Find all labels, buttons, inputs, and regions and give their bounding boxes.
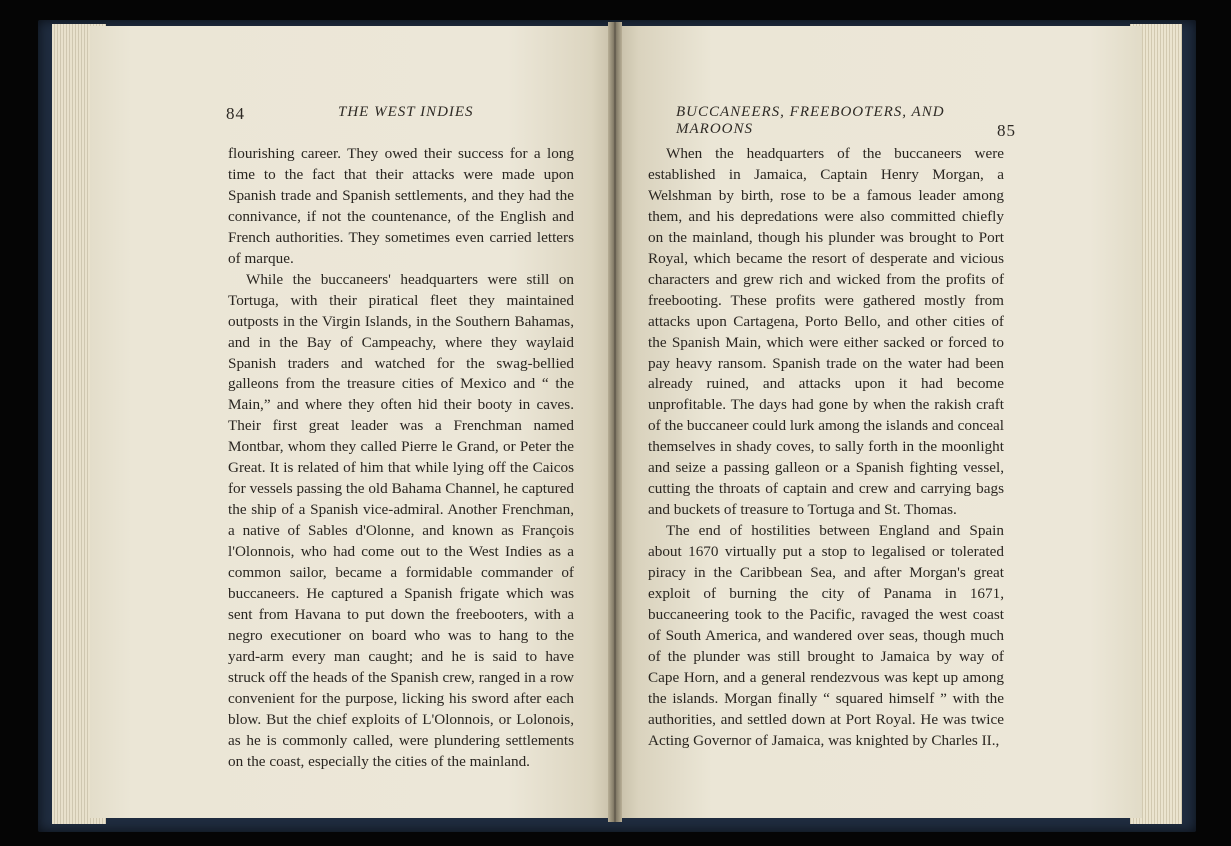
paragraph: When the headquarters of the buccaneers were established in Jamaica, Captain Henry Morgan, a Welshman by birth, rose to be a famous leader among them, and his depredations were also committed chiefly on the mainland, though his plunder was brought to Port Royal, which became the resort of desperate and vicious characters and grew rich and wicked from the profits of freebooting. These profits were gathered mostly from attacks upon Cartagena, Porto Bello, and other cities of the Spanish Main, which were either sacked or forced to pay heavy ransom. Spanish trade on the water had been already ruined, and attacks upon it had become unprofitable. The days had gone by when the rakish craft of the buccaneer could lurk among the islands and conceal themselves in shady coves, to sally forth in the moonlight and seize a passing galleon or a Spanish fighting vessel, cutting the throats of captain and crew and carrying bags and buckets of treasure to Tortuga and St. Thomas. [648,145,1004,519]
left-running-title: THE WEST INDIES [338,104,474,120]
left-page [90,26,612,818]
right-page [618,26,1142,818]
left-page-number: 84 [226,104,245,123]
paragraph: flourishing career. They owed their success for a long time to the fact that their attacks were made upon Spanish trade and Spanish settlements, and they had the connivance, if not the countenance, of the English and French authorities. They sometimes even carried letters of marque. [228,145,574,267]
left-body-text [228,144,574,773]
right-page-number: 85 [997,121,1016,140]
paragraph: While the buccaneers' headquarters were still on Tortuga, with their piratical fleet they maintained outposts in the Virgin Islands, in the Southern Bahamas, and in the Bay of Campeachy, where they waylaid Spanish traders and watched for the swag-bellied galleons from the treasure cities of Mexico and “ the Main,” and where they often hid their booty in caves. Their first great leader was a Frenchman named Montbar, whom they called Pierre le Grand, or Peter the Great. It is related of him that while lying off the Caicos for vessels passing the old Bahama Channel, he captured the ship of a Spanish vice-admiral. Another Frenchman, a native of Sables d'Olonne, and known as François l'Olonnois, who had come out to the West Indies as a common sailor, became a formidable commander of buccaneers. He captured a Spanish frigate which was sent from Havana to put down the freebooters, with a negro executioner on board who was to hang to the yard-arm every man caught; and he is said to have struck off the heads of the Spanish crew, ranged in a row convenient for the purpose, licking his sword after each blow. But the chief exploits of L'Olonnois, or Lolonois, as he is commonly called, were plundering settlements on the coast, especially the cities of the mainland. [228,270,574,770]
paragraph: The end of hostilities between England and Spain about 1670 virtually put a stop to legalised or tolerated piracy in the Caribbean Sea, and after Morgan's great exploit of burning the city of Panama in 1671, buccaneering took to the Pacific, ravaged the west coast of South America, and wandered over seas, though much of the plunder was still brought to Jamaica by way of Cape Horn, and a general rendezvous was kept up among the islands. Morgan finally “ squared himself ” with the authorities, and settled down at Port Royal. He was twice Acting Governor of Jamaica, was knighted by Charles II., [648,522,1004,749]
left-running-head [226,104,576,126]
right-body-text [648,144,1004,752]
right-running-head [676,104,1016,140]
right-running-title: BUCCANEERS, FREEBOOTERS, AND MAROONS [676,104,945,137]
book-gutter [608,22,622,822]
